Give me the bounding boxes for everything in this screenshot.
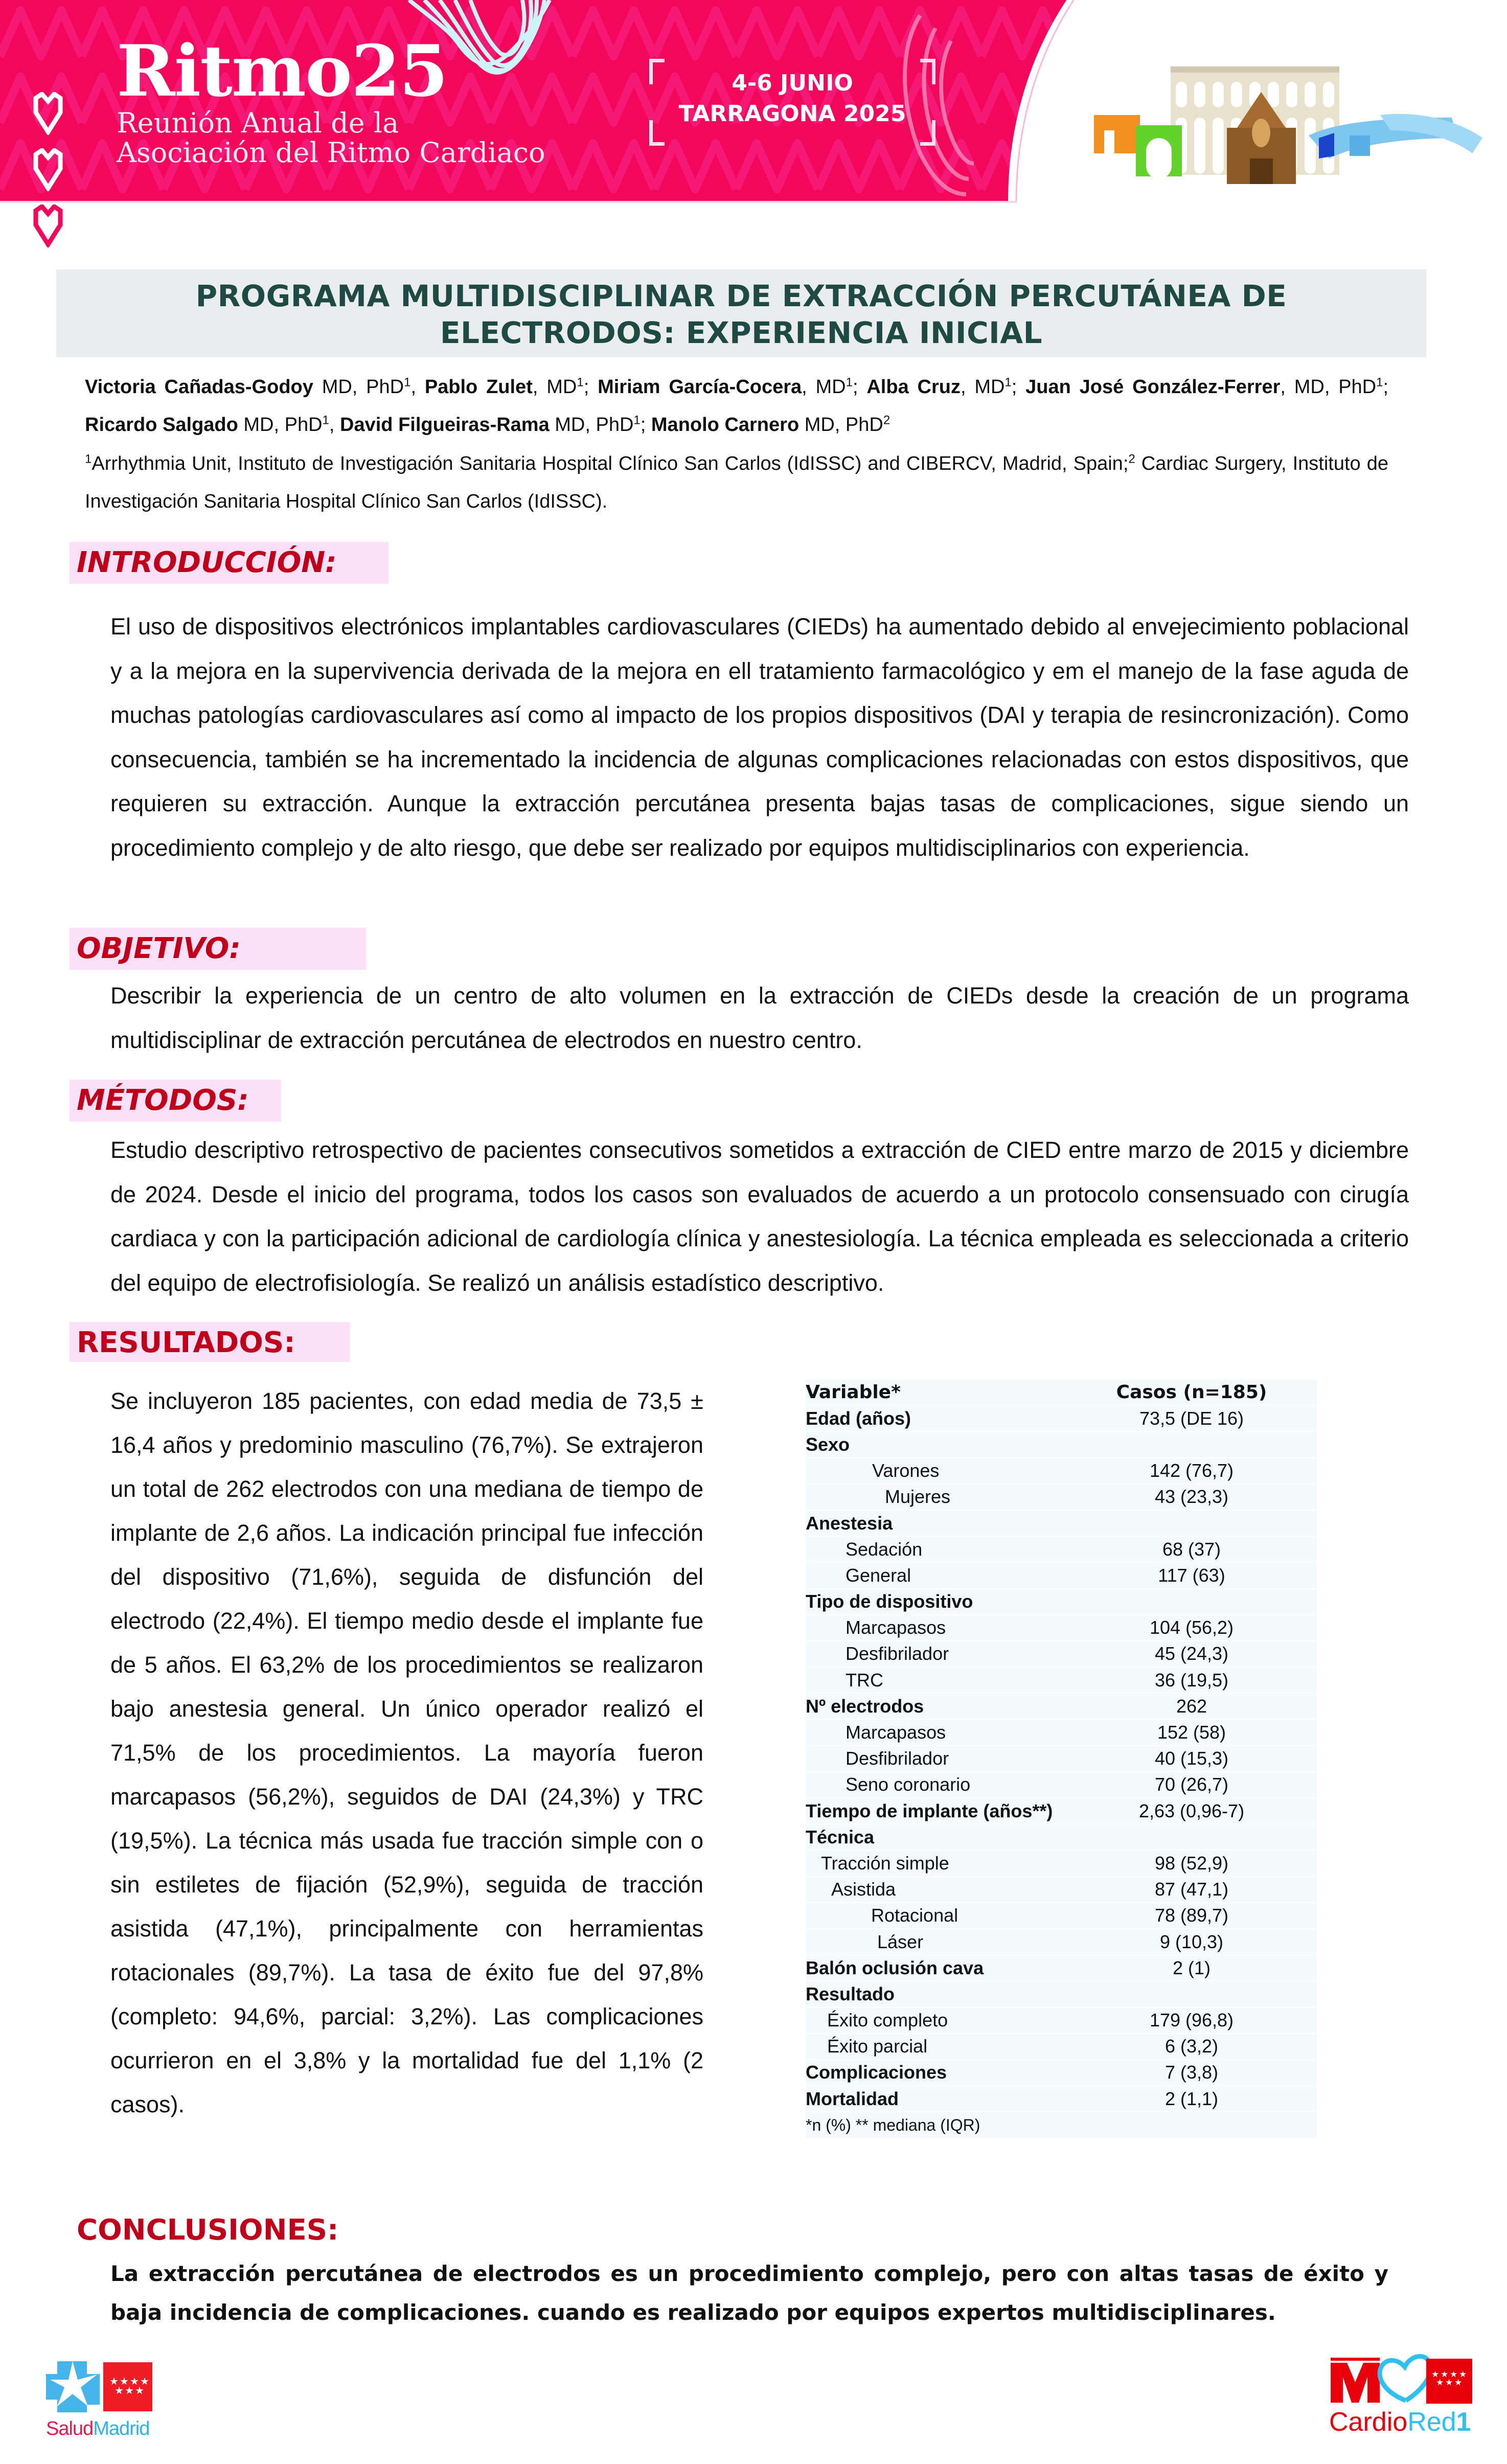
- section-heading-metodos: [70, 1080, 281, 1122]
- svg-text:★: ★: [125, 2384, 134, 2397]
- table-row: [806, 1615, 1317, 1641]
- author-affiliation-marker: 1: [846, 375, 853, 390]
- author-degree: , MD: [532, 376, 577, 398]
- row-label: Tiempo de implante (años**): [806, 1798, 1082, 1824]
- row-label: Asistida: [806, 1877, 1082, 1903]
- conference-banner: [0, 0, 1507, 204]
- table-row: [806, 1824, 1317, 1850]
- affiliation-1: Arrhythmia Unit, Instituto de Investigación Sanitaria Hospital Clínico San Carlos (IdISSC) and CIBERCV, Madrid, Spain;: [92, 453, 1129, 474]
- row-label: Técnica: [806, 1824, 1082, 1850]
- author-name: Alba Cruz: [866, 376, 961, 398]
- author-name: Juan José González-Ferrer: [1025, 376, 1281, 398]
- section-heading-conclusiones: CONCLUSIONES:: [77, 2214, 339, 2247]
- table-row: [806, 1562, 1317, 1588]
- section-heading-text: MÉTODOS:: [77, 1084, 249, 1117]
- row-value: [1082, 1824, 1317, 1850]
- row-label: Tracción simple: [806, 1850, 1082, 1876]
- author-name: Ricardo Salgado: [85, 414, 238, 436]
- row-label: Balón oclusión cava: [806, 1955, 1082, 1981]
- row-label: TRC: [806, 1667, 1082, 1693]
- table-row: [806, 1589, 1317, 1615]
- heart-icon: [33, 148, 63, 191]
- row-label: Sexo: [806, 1431, 1082, 1457]
- brand-subtitle-line1: Reunión Anual de la: [117, 107, 399, 139]
- author-separator: ;: [1011, 376, 1026, 398]
- svg-text:★: ★: [1454, 2378, 1463, 2388]
- row-value: [1082, 1510, 1317, 1536]
- column-header-cases: Casos (n=185): [1082, 1379, 1317, 1405]
- table-row: [806, 1877, 1317, 1903]
- row-value: 117 (63): [1082, 1562, 1317, 1588]
- row-label: Nº electrodos: [806, 1693, 1082, 1719]
- event-location: TARRAGONA 2025: [678, 101, 906, 127]
- table-row: [806, 1929, 1317, 1955]
- author-name: David Filgueiras-Rama: [340, 414, 550, 436]
- author-separator: ;: [640, 414, 651, 436]
- table-row: [806, 1510, 1317, 1536]
- row-label: Éxito completo: [806, 2007, 1082, 2034]
- row-value: [1082, 1431, 1317, 1457]
- results-table: [806, 1379, 1317, 2138]
- author-affiliation-marker: 1: [322, 413, 329, 427]
- author-degree: , MD: [802, 376, 846, 398]
- row-value: [1082, 1981, 1317, 2007]
- row-value: 70 (26,7): [1082, 1772, 1317, 1798]
- poster-title-box: [56, 269, 1426, 357]
- table-row: [806, 1955, 1317, 1981]
- row-value: 179 (96,8): [1082, 2007, 1317, 2034]
- author-separator: ;: [852, 376, 867, 398]
- row-value: 43 (23,3): [1082, 1484, 1317, 1510]
- heart-icon: [33, 92, 63, 135]
- author-name: Pablo Zulet: [424, 376, 533, 398]
- svg-text:★: ★: [1436, 2378, 1444, 2388]
- row-label: Tipo de dispositivo: [806, 1589, 1082, 1615]
- svg-text:★: ★: [130, 2375, 139, 2387]
- table-footnote-row: [806, 2112, 1317, 2138]
- table-row: [806, 1981, 1317, 2007]
- objetivo-paragraph: Describir la experiencia de un centro de alto volumen en la extracción de CIEDs desde la creación de un programa multidisciplinar de extracción percutánea de electrodos en nuestro centro.: [110, 983, 1409, 1053]
- row-value: 98 (52,9): [1082, 1850, 1317, 1876]
- row-value: 78 (89,7): [1082, 1903, 1317, 1929]
- table-row: [806, 1536, 1317, 1562]
- row-value: 2,63 (0,96-7): [1082, 1798, 1317, 1824]
- row-value: 6 (3,2): [1082, 2034, 1317, 2060]
- author-list: [85, 368, 1388, 444]
- svg-text:★: ★: [1441, 2369, 1449, 2380]
- section-heading-objetivo: [70, 928, 366, 970]
- row-label: Sedación: [806, 1536, 1082, 1562]
- row-label: Éxito parcial: [806, 2034, 1082, 2060]
- table-row: [806, 1719, 1317, 1745]
- row-value: 104 (56,2): [1082, 1615, 1317, 1641]
- table-footnote: *n (%) ** mediana (IQR): [806, 2112, 1317, 2138]
- event-info: [649, 59, 935, 146]
- row-value: 73,5 (DE 16): [1082, 1405, 1317, 1431]
- row-label: Marcapasos: [806, 1615, 1082, 1641]
- author-affiliation-marker: 1: [404, 375, 411, 390]
- svg-text:★: ★: [115, 2384, 124, 2397]
- author-affiliation-marker: 2: [883, 413, 890, 427]
- author-name: Miriam García-Cocera: [598, 376, 802, 398]
- table-row: [806, 2034, 1317, 2060]
- author-degree: , MD, PhD: [1280, 376, 1377, 398]
- row-label: Mujeres: [806, 1484, 1082, 1510]
- row-label: Rotacional: [806, 1903, 1082, 1929]
- row-label: Láser: [806, 1929, 1082, 1955]
- row-label: Varones: [806, 1458, 1082, 1484]
- table-row: [806, 2086, 1317, 2112]
- poster-title-line1: PROGRAMA MULTIDISCIPLINAR DE EXTRACCIÓN PERCUTÁNEA DE: [195, 279, 1287, 313]
- table-header-row: [806, 1379, 1317, 1405]
- svg-text:★: ★: [120, 2375, 129, 2387]
- row-value: 40 (15,3): [1082, 1746, 1317, 1772]
- row-value: [1082, 1589, 1317, 1615]
- row-label: General: [806, 1562, 1082, 1588]
- row-value: 2 (1,1): [1082, 2086, 1317, 2112]
- salud-madrid-wordmark: SaludMadrid: [46, 2418, 150, 2439]
- table-row: [806, 1431, 1317, 1457]
- author-name: Victoria Cañadas-Godoy: [85, 376, 313, 398]
- author-separator: ;: [1383, 376, 1389, 398]
- row-label: Anestesia: [806, 1510, 1082, 1536]
- row-value: 2 (1): [1082, 1955, 1317, 1981]
- svg-text:★: ★: [135, 2384, 144, 2397]
- poster-title-line2: ELECTRODOS: EXPERIENCIA INICIAL: [440, 315, 1043, 350]
- salud-madrid-logo: [46, 2359, 158, 2441]
- affiliation-marker: 1: [85, 452, 92, 466]
- row-label: Desfibrilador: [806, 1641, 1082, 1667]
- row-value: 152 (58): [1082, 1719, 1317, 1745]
- section-heading-text: INTRODUCCIÓN:: [77, 546, 337, 579]
- table-row: [806, 1850, 1317, 1876]
- author-separator: ,: [410, 376, 425, 398]
- author-affiliation-marker: 1: [577, 375, 584, 390]
- cardiored-emblem-icon: [1329, 2352, 1477, 2405]
- brand-title: Ritmo25: [117, 29, 447, 112]
- column-header-variable: Variable*: [806, 1379, 1082, 1405]
- table-row: [806, 1667, 1317, 1693]
- svg-text:★: ★: [140, 2375, 149, 2387]
- author-degree: , MD: [960, 376, 1005, 398]
- author-degree: MD, PhD: [799, 414, 883, 436]
- table-row: [806, 1484, 1317, 1510]
- row-value: 9 (10,3): [1082, 1929, 1317, 1955]
- ruin-icon: [1094, 115, 1140, 153]
- table-row: [806, 1405, 1317, 1431]
- author-degree: MD, PhD: [549, 414, 634, 436]
- svg-text:★: ★: [1445, 2378, 1453, 2388]
- table-row: [806, 1772, 1317, 1798]
- author-name: Manolo Carnero: [651, 414, 800, 436]
- metodos-paragraph: Estudio descriptivo retrospectivo de pacientes consecutivos sometidos a extracción de CIED entre marzo de 2015 y diciembre de 2024. Desde el inicio del programa, todos los casos son evaluados de acuerdo a un protocolo consensuado con cirugía cardiaca y con la participación adicional de cardiología clínica y anestesiología. La técnica empleada es seleccionada a criterio del equipo de electrofisiología. Se realizó un análisis estadístico descriptivo.: [110, 1137, 1409, 1296]
- table-row: [806, 1693, 1317, 1719]
- table-row: [806, 2007, 1317, 2034]
- svg-text:★: ★: [109, 2375, 119, 2387]
- row-value: 87 (47,1): [1082, 1877, 1317, 1903]
- brand-subtitle: [117, 108, 545, 168]
- event-dates: 4-6 JUNIO: [732, 70, 853, 96]
- tarragona-monuments-illustration: [1094, 61, 1493, 184]
- author-affiliation-marker: 1: [1376, 375, 1383, 390]
- row-label: Marcapasos: [806, 1719, 1082, 1745]
- row-label: Resultado: [806, 1981, 1082, 2007]
- author-affiliation-marker: 1: [1004, 375, 1012, 390]
- row-label: Complicaciones: [806, 2060, 1082, 2086]
- row-value: 142 (76,7): [1082, 1458, 1317, 1484]
- author-degree: MD, PhD: [238, 414, 323, 436]
- table-row: [806, 1458, 1317, 1484]
- row-value: 262: [1082, 1693, 1317, 1719]
- row-value: 45 (24,3): [1082, 1641, 1317, 1667]
- author-separator: ,: [329, 414, 340, 436]
- brand-subtitle-line2: Asociación del Ritmo Cardiaco: [117, 136, 545, 169]
- affiliation-marker: 2: [1128, 452, 1135, 466]
- table-row: [806, 1746, 1317, 1772]
- section-heading-resultados: [70, 1322, 350, 1362]
- conclusiones-paragraph: La extracción percutánea de electrodos es un procedimiento complejo, pero con altas tasas de éxito y baja incidencia de complicaciones. cuando es realizado por equipos expertos multidisciplinares.: [110, 2261, 1388, 2325]
- section-heading-text: RESULTADOS:: [77, 1326, 295, 1359]
- affiliation-2: Cardiac Surgery, Instituto de Investigación Sanitaria Hospital Clínico San Carlos (IdISSC).: [85, 453, 1388, 512]
- heart-icon: [33, 204, 63, 247]
- row-value: 68 (37): [1082, 1536, 1317, 1562]
- author-degree: MD, PhD: [313, 376, 404, 398]
- section-heading-introduccion: [70, 542, 389, 584]
- author-affiliation-marker: 1: [633, 413, 641, 427]
- affiliations: [85, 445, 1388, 520]
- salud-madrid-emblem-icon: [46, 2359, 158, 2415]
- row-label: Desfibrilador: [806, 1746, 1082, 1772]
- author-separator: ;: [583, 376, 598, 398]
- cardiored-logo: [1329, 2352, 1477, 2438]
- table-row: [806, 1798, 1317, 1824]
- resultados-paragraph: Se incluyeron 185 pacientes, con edad media de 73,5 ± 16,4 años y predominio masculino (76,7%). Se extrajeron un total de 262 electrodos con una mediana de tiempo de implante de 2,6 años. La indicación principal fue infección del dispositivo (71,6%), seguida de disfunción del electrodo (22,4%). El tiempo medio desde el implante fue de 5 años. El 63,2% de los procedimientos se realizaron bajo anestesia general. Un único operador realizó el 71,5% de los procedimientos. La mayoría fueron marcapasos (56,2%), seguidos de DAI (24,3%) y TRC (19,5%). La técnica más usada fue tracción simple con o sin estiletes de fijación (52,9%), seguida de tracción asistida (47,1%), principalmente con herramientas rotacionales (89,7%). La tasa de éxito fue del 97,8% (completo: 94,6%, parcial: 3,2%). Las complicaciones ocurrieron en el 3,8% y la mortalidad fue del 1,1% (2 casos).: [110, 1388, 703, 2117]
- section-heading-text: OBJETIVO:: [77, 932, 241, 965]
- table-row: [806, 1641, 1317, 1667]
- svg-text:★: ★: [1431, 2369, 1440, 2380]
- table-row: [806, 1903, 1317, 1929]
- row-label: Edad (años): [806, 1405, 1082, 1431]
- intro-paragraph: El uso de dispositivos electrónicos implantables cardiovasculares (CIEDs) ha aumentado debido al envejecimiento poblacional y a la mejora en la supervivencia derivada de la mejora en ell tratamiento farmacológico y em el manejo de la fase aguda de muchas patologías cardiovasculares así como al impacto de los propios dispositivos (DAI y terapia de resincronización). Como consecuencia, también se ha incrementado la incidencia de algunas complicaciones relacionadas con estos dispositivos, que requieren su extracción. Aunque la extracción percutánea presenta bajas tasas de complicaciones, sigue siendo un procedimiento complejo y de alto riesgo, que debe ser realizado por equipos multidisciplinarios con experiencia.: [110, 613, 1409, 861]
- row-value: 36 (19,5): [1082, 1667, 1317, 1693]
- svg-text:★: ★: [1450, 2369, 1458, 2380]
- row-value: 7 (3,8): [1082, 2060, 1317, 2086]
- row-label: Mortalidad: [806, 2086, 1082, 2112]
- cardiored-wordmark: CardioRed1: [1329, 2407, 1471, 2437]
- row-label: Seno coronario: [806, 1772, 1082, 1798]
- arch-icon: [1136, 125, 1182, 179]
- svg-text:★: ★: [1459, 2369, 1467, 2380]
- table-row: [806, 2060, 1317, 2086]
